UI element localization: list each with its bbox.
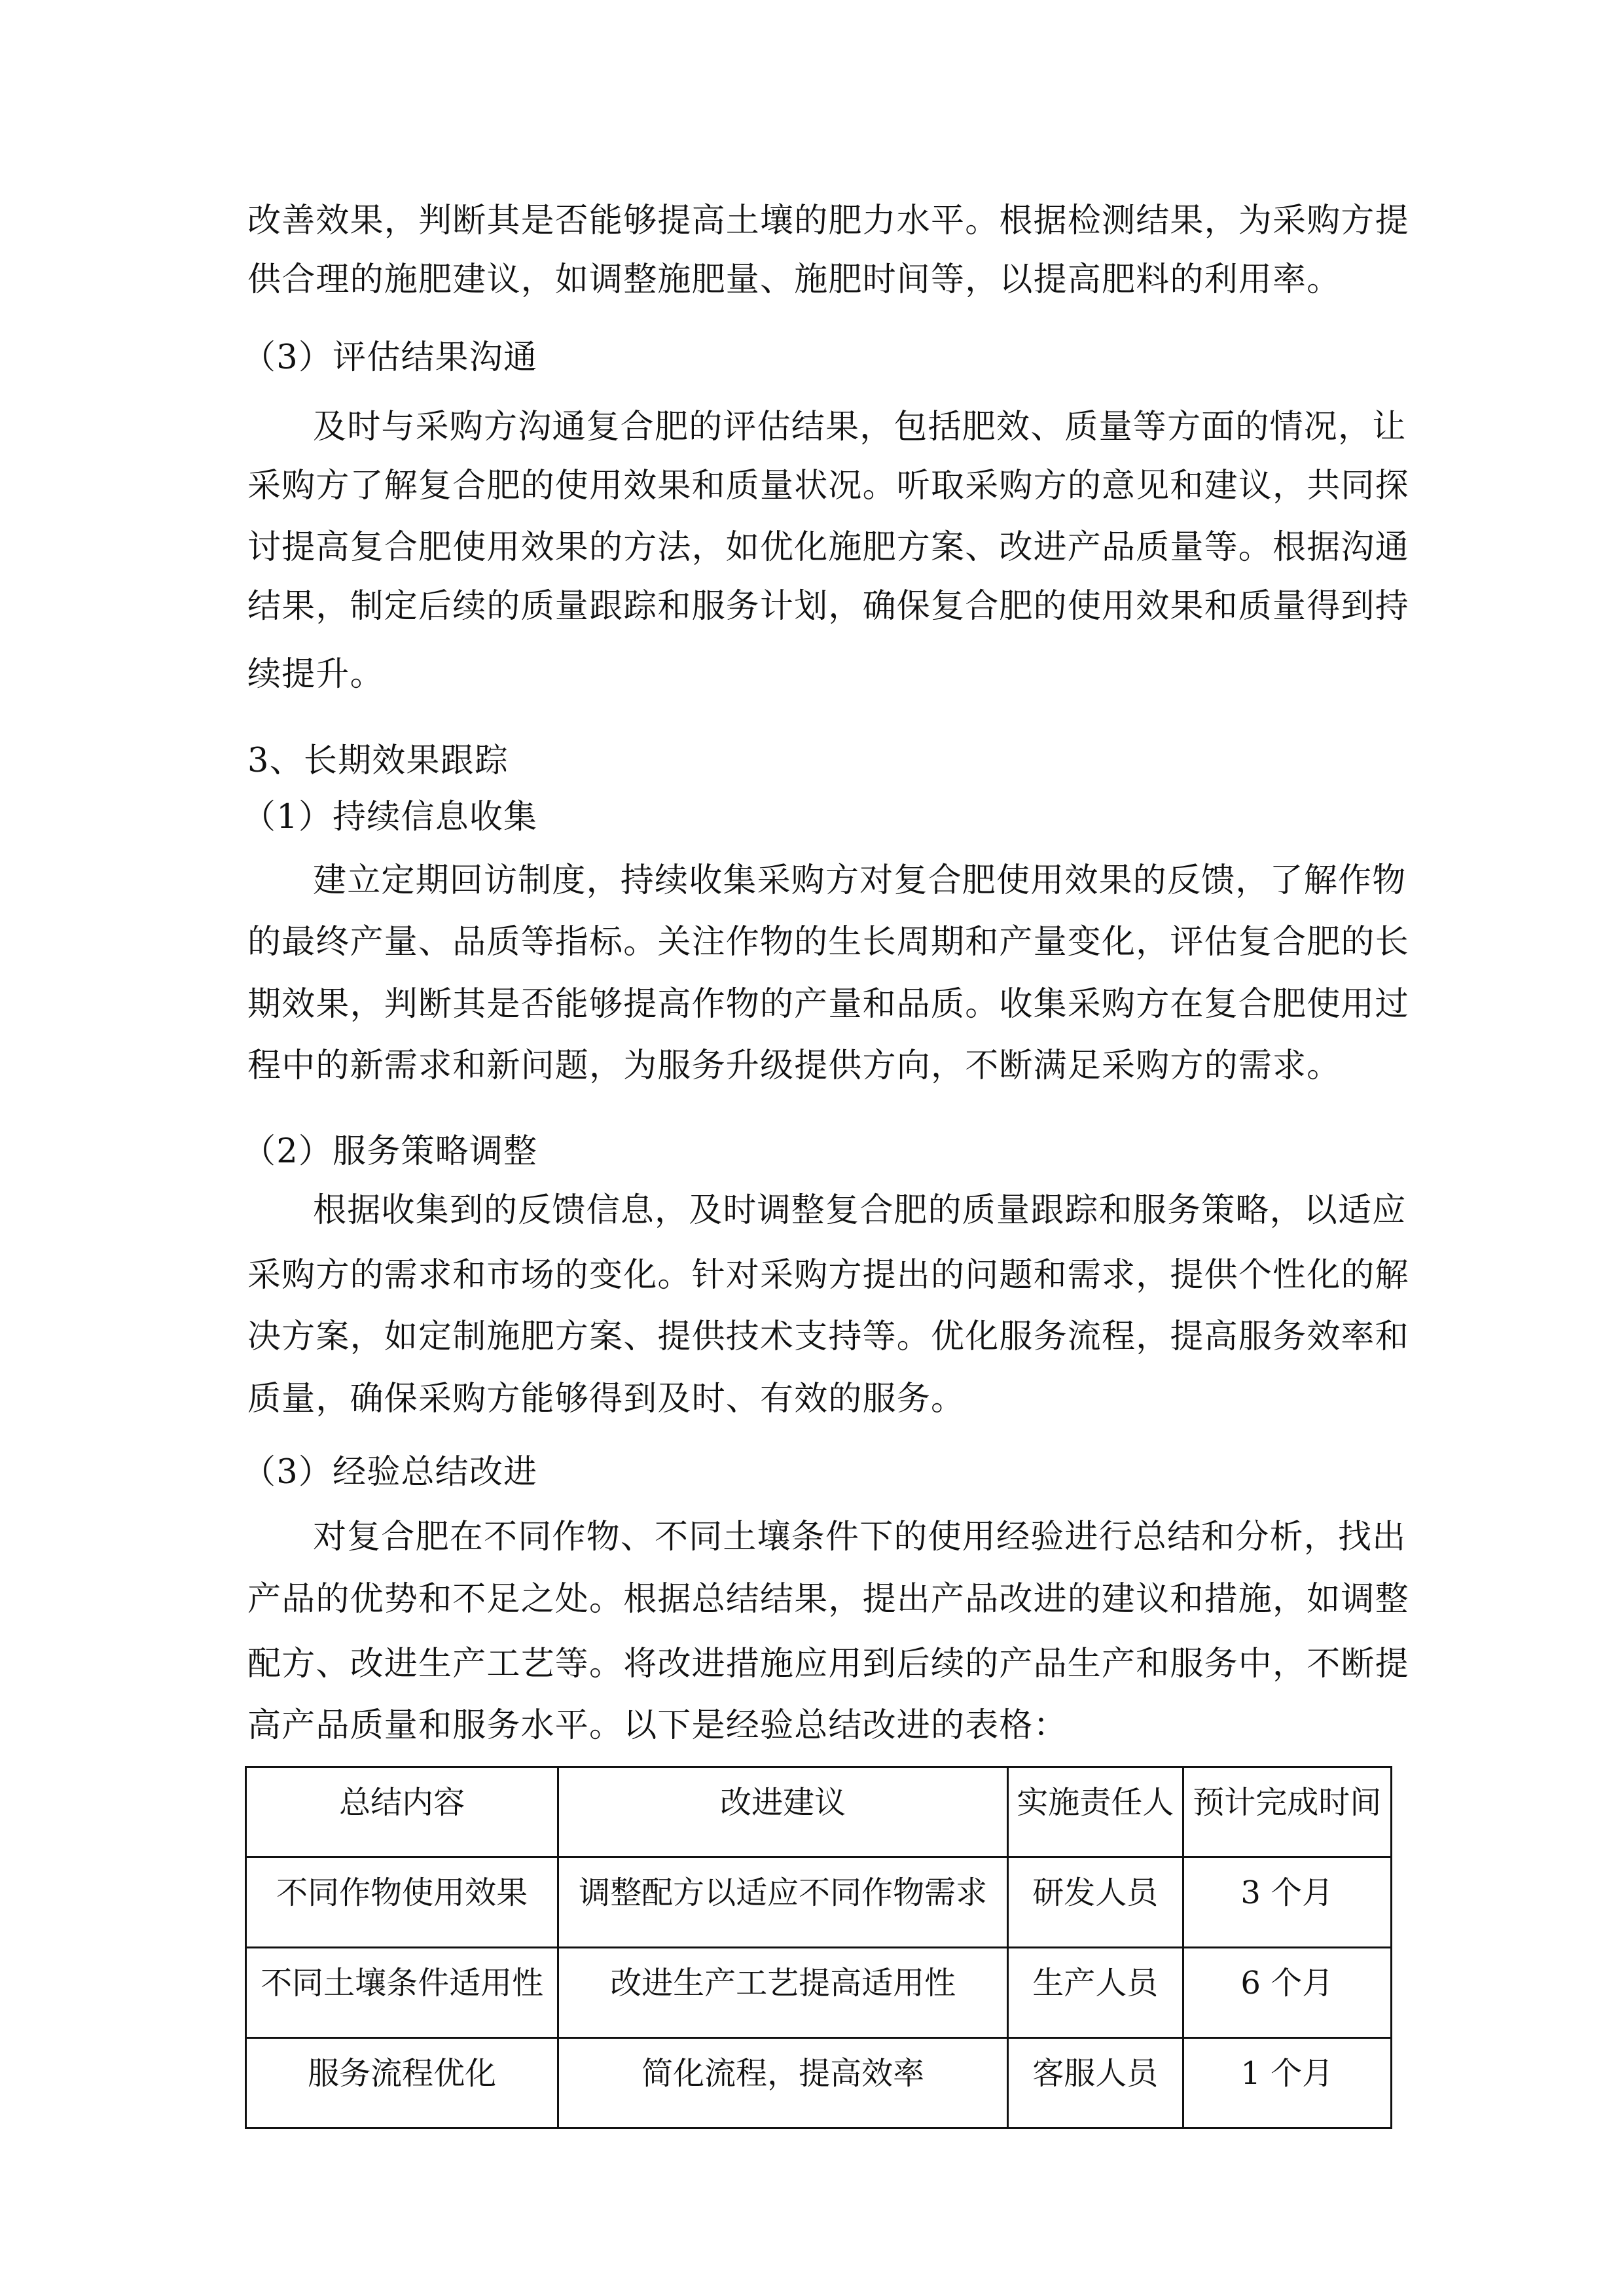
paragraph-line: 对复合肥在不同作物、不同土壤条件下的使用经验进行总结和分析，找出 [313, 1518, 1407, 1556]
improvement-table [245, 1766, 1392, 2129]
table-cell: 研发人员 [1007, 1857, 1183, 1948]
table-cell: 服务流程优化 [246, 2038, 558, 2128]
paragraph-line: 采购方了解复合肥的使用效果和质量状况。听取采购方的意见和建议，共同探 [247, 467, 1409, 505]
table-cell: 生产人员 [1007, 1948, 1183, 2038]
paragraph-line: 采购方的需求和市场的变化。针对采购方提出的问题和需求，提供个性化的解 [247, 1256, 1409, 1295]
table-cell: 客服人员 [1007, 2038, 1183, 2128]
table-header-row [246, 1767, 1392, 1857]
table-cell: 不同土壤条件适用性 [246, 1948, 558, 2038]
paragraph-line: 根据收集到的反馈信息，及时调整复合肥的质量跟踪和服务策略，以适应 [313, 1191, 1407, 1230]
paragraph-line: 期效果，判断其是否能够提高作物的产量和品质。收集采购方在复合肥使用过 [247, 985, 1409, 1024]
paragraph-line: 续提升。 [247, 655, 384, 694]
table-cell: 调整配方以适应不同作物需求 [558, 1857, 1008, 1948]
table-row [246, 1948, 1392, 2038]
paragraph-line: 改善效果，判断其是否能够提高土壤的肥力水平。根据检测结果，为采购方提 [247, 202, 1409, 240]
subheading: （2）服务策略调整 [242, 1132, 538, 1171]
paragraph-line: 讨提高复合肥使用效果的方法，如优化施肥方案、改进产品质量等。根据沟通 [247, 528, 1409, 567]
paragraph-line: 的最终产量、品质等指标。关注作物的生长周期和产量变化，评估复合肥的长 [247, 923, 1409, 961]
paragraph-line: 决方案，如定制施肥方案、提供技术支持等。优化服务流程，提高服务效率和 [247, 1318, 1409, 1356]
header-cell: 总结内容 [246, 1767, 558, 1857]
table-row [246, 1857, 1392, 1948]
table-row [246, 2038, 1392, 2128]
table-cell: 1 个月 [1183, 2038, 1392, 2128]
table-cell: 简化流程，提高效率 [558, 2038, 1008, 2128]
paragraph-line: 质量，确保采购方能够得到及时、有效的服务。 [247, 1380, 965, 1418]
section-heading: 3、长期效果跟踪 [247, 742, 509, 780]
paragraph-line: 结果，制定后续的质量跟踪和服务计划，确保复合肥的使用效果和质量得到持 [247, 587, 1409, 626]
table-cell: 3 个月 [1183, 1857, 1392, 1948]
paragraph-line: 配方、改进生产工艺等。将改进措施应用到后续的产品生产和服务中，不断提 [247, 1645, 1409, 1683]
paragraph-line: 供合理的施肥建议，如调整施肥量、施肥时间等，以提高肥料的利用率。 [247, 260, 1341, 299]
paragraph-line: 建立定期回访制度，持续收集采购方对复合肥使用效果的反馈，了解作物 [313, 861, 1407, 900]
paragraph-line: 及时与采购方沟通复合肥的评估结果，包括肥效、质量等方面的情况，让 [313, 408, 1407, 446]
subheading: （1）持续信息收集 [242, 798, 538, 836]
header-cell: 预计完成时间 [1183, 1767, 1392, 1857]
paragraph-line: 程中的新需求和新问题，为服务升级提供方向，不断满足采购方的需求。 [247, 1047, 1341, 1085]
table-cell: 不同作物使用效果 [246, 1857, 558, 1948]
subheading: （3）经验总结改进 [242, 1453, 538, 1492]
paragraph-line: 高产品质量和服务水平。以下是经验总结改进的表格： [247, 1706, 1068, 1745]
subheading: （3）评估结果沟通 [242, 338, 538, 377]
paragraph-line: 产品的优势和不足之处。根据总结结果，提出产品改进的建议和措施，如调整 [247, 1580, 1409, 1619]
header-cell: 改进建议 [558, 1767, 1008, 1857]
table-cell: 改进生产工艺提高适用性 [558, 1948, 1008, 2038]
header-cell: 实施责任人 [1007, 1767, 1183, 1857]
table-cell: 6 个月 [1183, 1948, 1392, 2038]
